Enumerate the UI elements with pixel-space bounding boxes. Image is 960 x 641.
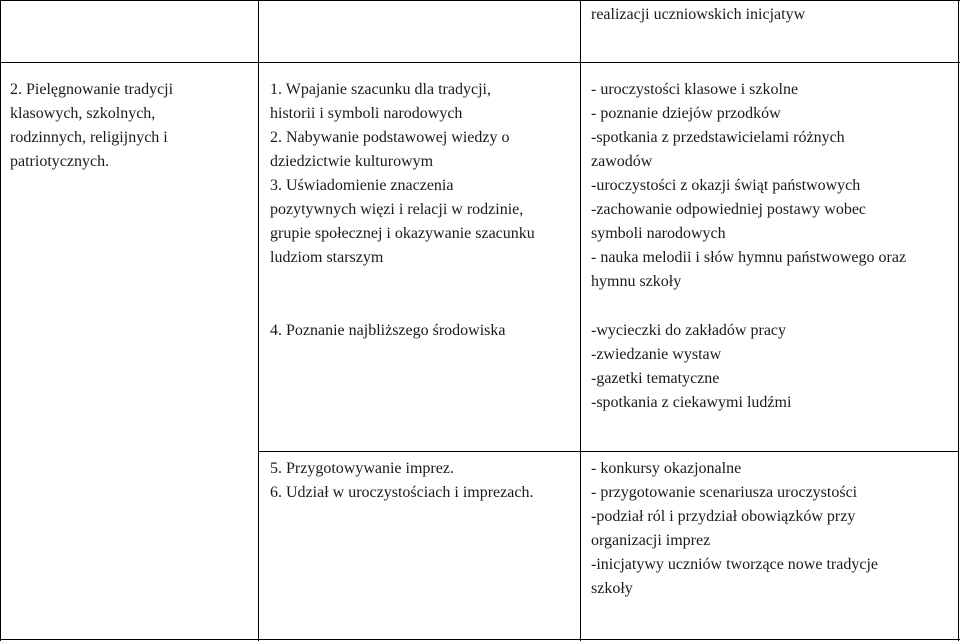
- cell-line: 6. Udział w uroczystościach i imprezach.: [270, 484, 534, 501]
- table-border-left: [0, 0, 1, 641]
- cell-line: 3. Uświadomienie znaczenia: [270, 177, 454, 194]
- cell-line: realizacji uczniowskich inicjatyw: [591, 6, 806, 23]
- cell-line: - nauka melodii i słów hymnu państwowego oraz: [591, 249, 907, 266]
- table-border-right: [958, 0, 959, 641]
- cell-r2-c2: [270, 319, 506, 343]
- cell-line: -zwiedzanie wystaw: [591, 346, 722, 363]
- cell-line: organizacji imprez: [591, 532, 711, 549]
- column-divider-2: [580, 0, 581, 641]
- cell-line: 4. Poznanie najbliższego środowiska: [270, 322, 506, 339]
- cell-line: -zachowanie odpowiedniej postawy wobec: [591, 201, 867, 218]
- cell-r3-c3: [591, 457, 878, 601]
- cell-r0-c3: [591, 3, 805, 27]
- row-divider-1: [0, 62, 960, 63]
- cell-r1-c2: [270, 78, 535, 270]
- cell-line: grupie społecznej i okazywanie szacunku: [270, 225, 535, 242]
- cell-line: ludziom starszym: [270, 249, 384, 266]
- cell-line: 2. Pielęgnowanie tradycji: [10, 81, 174, 98]
- cell-line: - przygotowanie scenariusza uroczystości: [591, 484, 858, 501]
- cell-r1-c3: [591, 78, 906, 294]
- cell-line: - poznanie dziejów przodków: [591, 105, 781, 122]
- cell-line: - uroczystości klasowe i szkolne: [591, 81, 799, 98]
- cell-line: - konkursy okazjonalne: [591, 460, 742, 477]
- cell-line: 1. Wpajanie szacunku dla tradycji,: [270, 81, 491, 98]
- cell-r1-c1: [10, 78, 173, 174]
- cell-line: dziedzictwie kulturowym: [270, 153, 434, 170]
- cell-line: historii i symboli narodowych: [270, 105, 463, 122]
- column-divider-1: [258, 0, 259, 641]
- cell-line: hymnu szkoły: [591, 273, 682, 290]
- cell-line: szkoły: [591, 580, 633, 597]
- cell-line: patriotycznych.: [10, 153, 110, 170]
- cell-line: pozytywnych więzi i relacji w rodzinie,: [270, 201, 524, 218]
- cell-line: -inicjatywy uczniów tworzące nowe tradycje: [591, 556, 878, 573]
- cell-line: -wycieczki do zakładów pracy: [591, 322, 787, 339]
- cell-r2-c3: [591, 319, 791, 415]
- cell-line: klasowych, szkolnych,: [10, 105, 156, 122]
- cell-line: 2. Nabywanie podstawowej wiedzy o: [270, 129, 510, 146]
- table-border-bottom: [0, 639, 960, 640]
- cell-line: zawodów: [591, 153, 653, 170]
- cell-r3-c2: [270, 457, 533, 505]
- cell-line: -podział ról i przydział obowiązków przy: [591, 508, 856, 525]
- cell-line: -spotkania z przedstawicielami różnych: [591, 129, 845, 146]
- table-border-top: [0, 0, 960, 1]
- cell-line: -uroczystości z okazji świąt państwowych: [591, 177, 861, 194]
- cell-line: 5. Przygotowywanie imprez.: [270, 460, 454, 477]
- cell-line: -gazetki tematyczne: [591, 370, 720, 387]
- cell-line: symboli narodowych: [591, 225, 726, 242]
- row-divider-3: [258, 451, 959, 452]
- cell-line: rodzinnych, religijnych i: [10, 129, 168, 146]
- cell-line: -spotkania z ciekawymi ludźmi: [591, 394, 792, 411]
